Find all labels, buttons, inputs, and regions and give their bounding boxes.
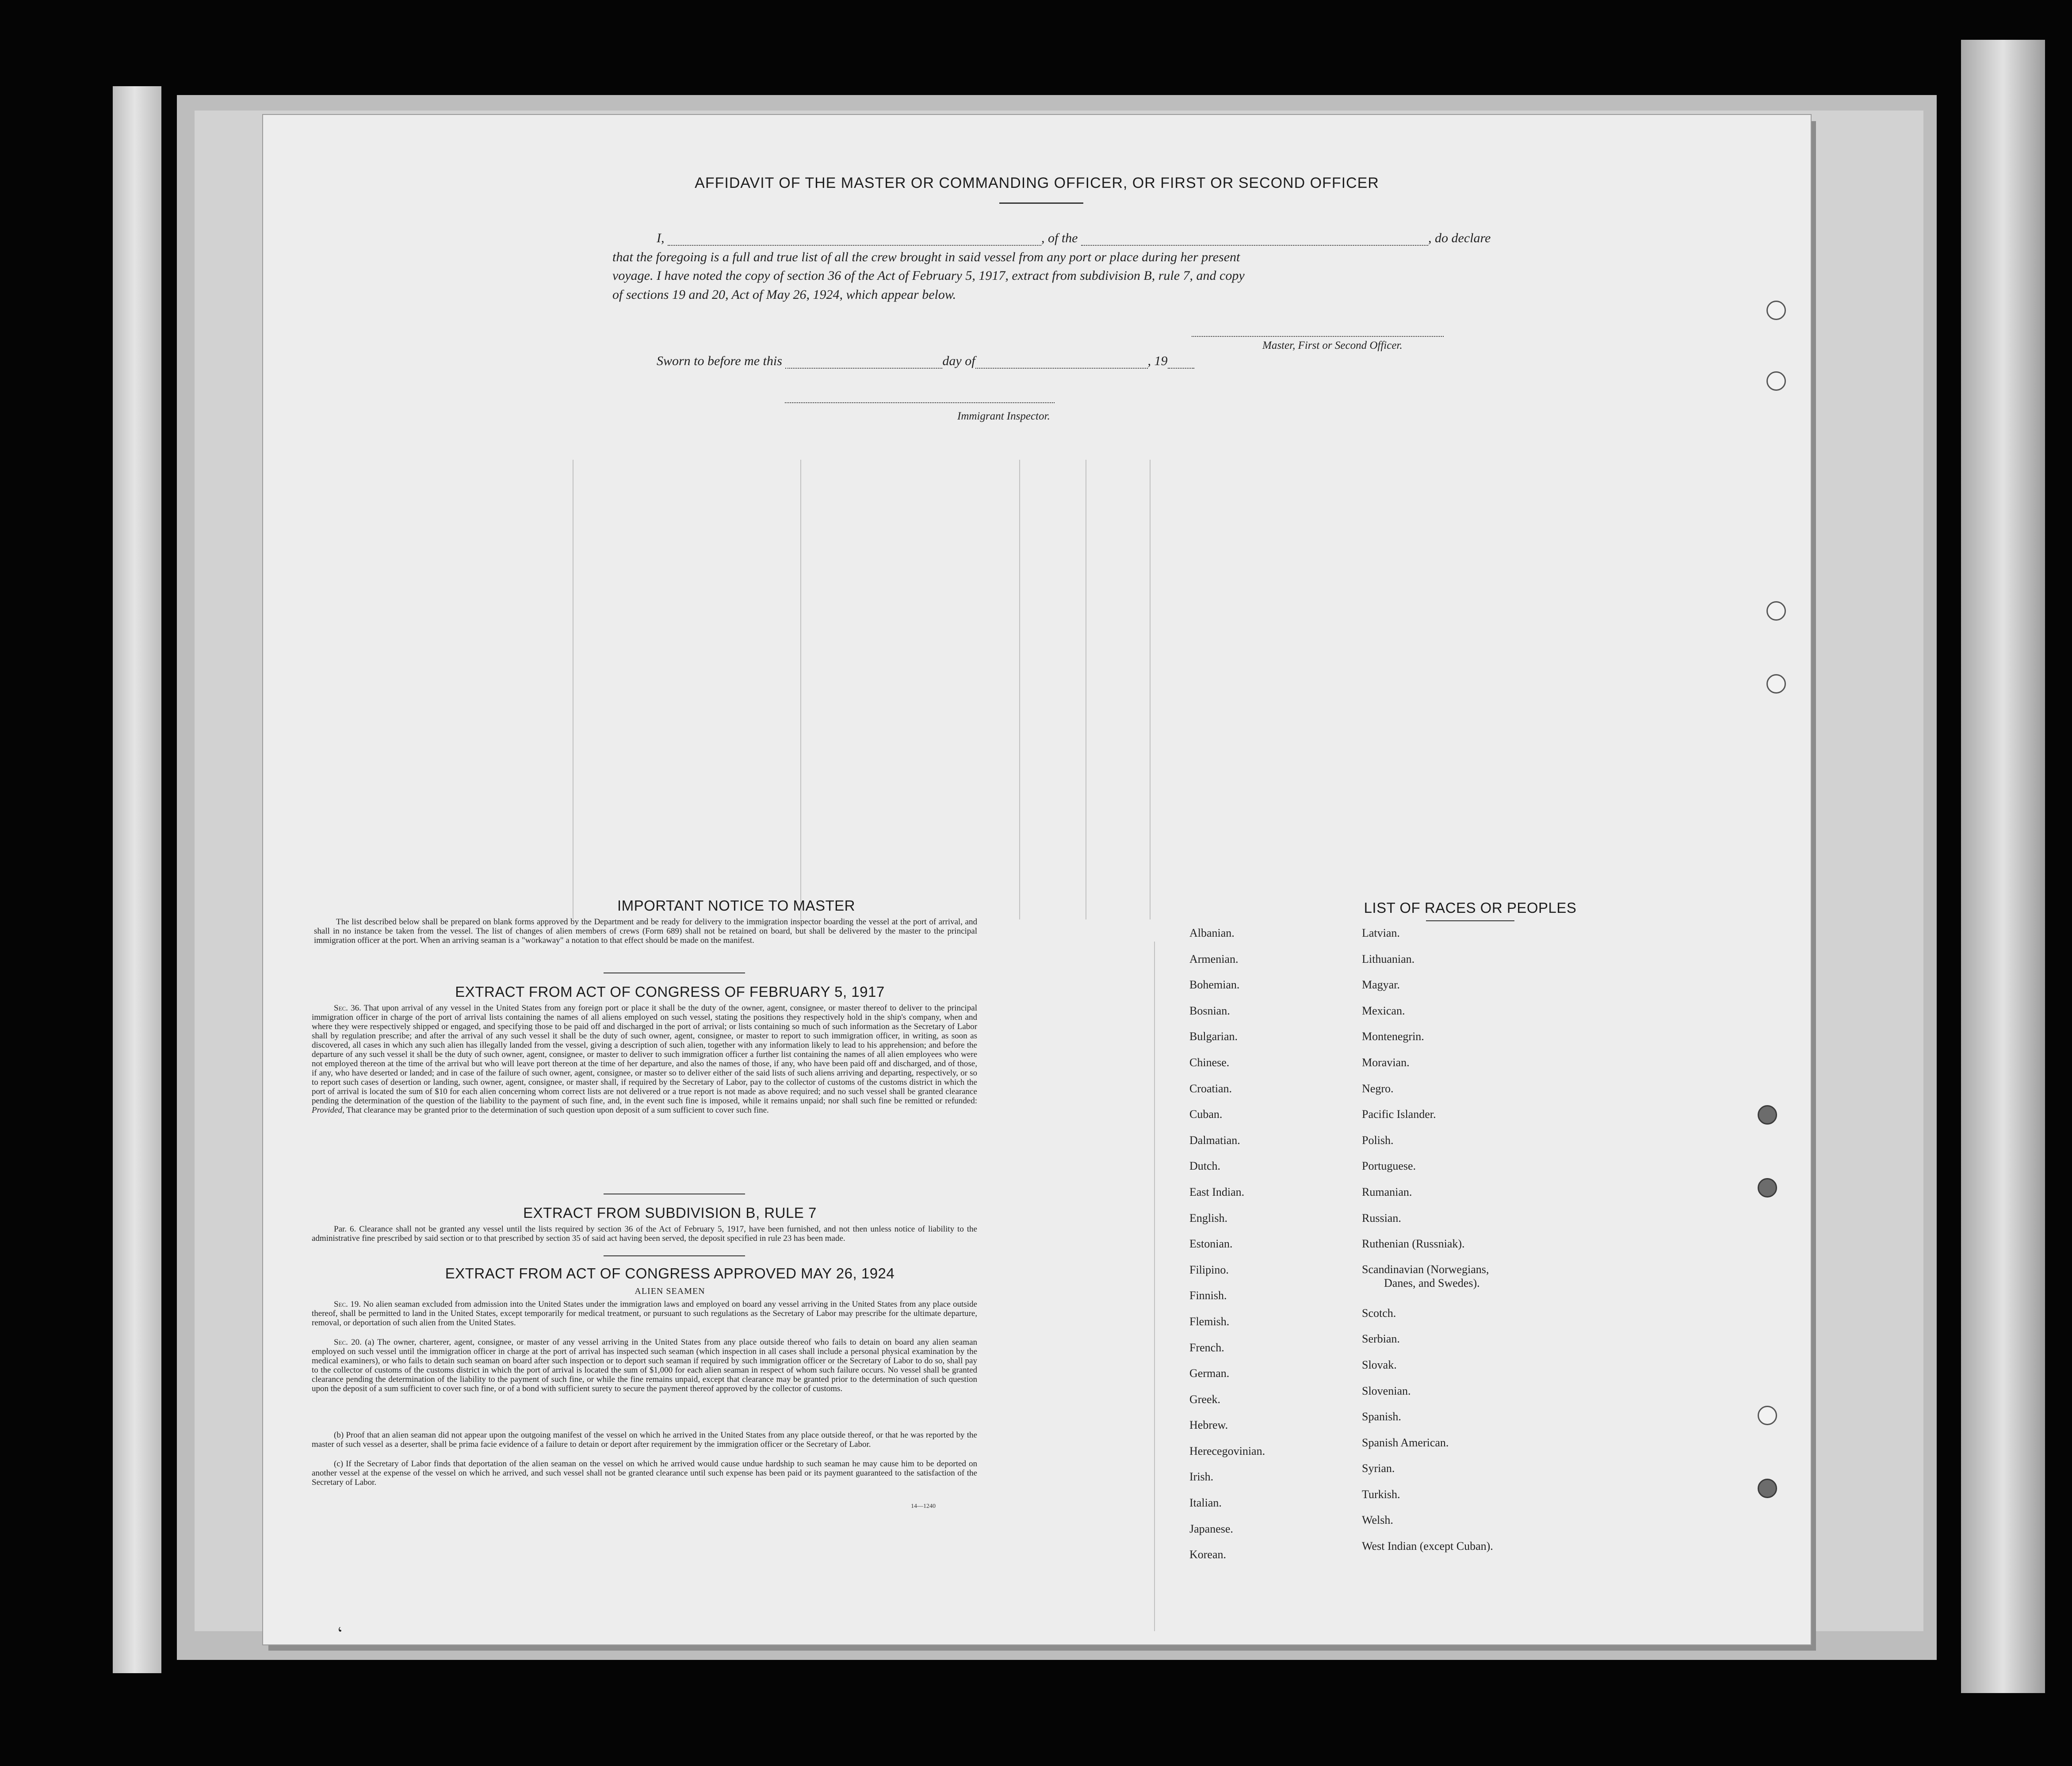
race-item: Italian.	[1189, 1496, 1222, 1510]
race-item: Dutch.	[1189, 1160, 1221, 1173]
race-item: French.	[1189, 1341, 1224, 1354]
sec-20-label: Sec. 20.	[334, 1338, 362, 1347]
race-item: Spanish.	[1362, 1410, 1401, 1423]
race-item: Mexican.	[1362, 1004, 1405, 1017]
film-edge-left	[113, 86, 161, 1673]
affidavit-title: AFFIDAVIT OF THE MASTER OR COMMANDING OFFICER, OR FIRST OR SECOND OFFICER	[695, 175, 1379, 191]
race-item: Filipino.	[1189, 1263, 1229, 1276]
sec-36-text: That upon arrival of any vessel in the United States from any foreign port or place it shall be the duty of the owner, agent, consignee, or master thereof to deliver to the principal immigration officer in charge of the port of arrival lists containing the names of all aliens employed on such vessel, stating the positions they respectively hold in the ship's company, when and where they were respectively shipped or engaged, and specifying those to be paid off and discharged in the port of arrival; or lists containing so much of such information as the Secretary of Labor shall by regulation prescribe; and after the arrival of any such vessel it shall be the duty of such owner, agent, consignee, or master to report to such immigration officer, in writing, as soon as discovered, all cases in which any such alien has illegally landed from the vessel, giving a description of such alien, together with any information likely to lead to his apprehension; and before the departure of any such vessel it shall be the duty of such owner, agent, consignee, or master to deliver to such immigration officer a further list containing the names of all alien employees who were not employed thereon at the time of the arrival but who will leave port thereon at the time of her departure, and also the names of those, if any, who have been paid off and discharged, and of those, if any, who have deserted or landed; and in case of the failure of such owner, agent, consignee, or master so to deliver either of the said lists of such aliens arriving and departing, respectively, or so to report such cases of desertion or landing, such owner, agent, consignee, or master shall, if required by the Secretary of Labor, pay to the collector of customs of the customs district in which the port of arrival is located the sum of $10 for each alien concerning whom correct lists are not delivered or a true report is not made as above required; and no such vessel shall be granted clearance pending the determination of the question of the liability to the payment of such fine, and, in the event such fine is imposed, while it remains unpaid; nor shall such fine be remitted or refunded:	[312, 1003, 977, 1106]
punch-hole	[1766, 674, 1786, 694]
show-through-line	[1150, 460, 1151, 919]
extract-rule7-body: Par. 6. Clearance shall not be granted any vessel until the lists required by section 36 of the Act of February 5, 1917, have been furnished, and not then unless notice of liability to the administrative fine prescribed by said section or to that prescribed by section 35 of said act having been served, the deposit specified in rule 23 has been made.	[312, 1224, 977, 1243]
inspector-signature-line[interactable]	[785, 402, 1055, 403]
punch-hole	[1766, 601, 1786, 621]
punch-hole	[1766, 371, 1786, 391]
notice-title: IMPORTANT NOTICE TO MASTER	[617, 897, 855, 914]
race-item: Croatian.	[1189, 1082, 1232, 1095]
race-item: Slovak.	[1362, 1358, 1397, 1371]
race-item: Syrian.	[1362, 1462, 1395, 1475]
punch-hole	[1766, 301, 1786, 320]
race-item: Flemish.	[1189, 1315, 1230, 1328]
sworn-day-of: day of	[942, 354, 975, 368]
race-item: Scotch.	[1362, 1306, 1396, 1320]
race-item	[1362, 1257, 1493, 1301]
affidavit-line-3: voyage. I have noted the copy of section 36 of the Act of February 5, 1917, extract from subdivision B, rule 7, and copy	[612, 268, 1245, 283]
race-item: Bulgarian.	[1189, 1030, 1238, 1043]
master-signature-line[interactable]	[1192, 336, 1444, 337]
race-item: West Indian (except Cuban).	[1362, 1540, 1493, 1553]
punch-hole	[1758, 1178, 1777, 1198]
affidavit-i: I,	[657, 231, 665, 245]
race-item: Albanian.	[1189, 927, 1235, 939]
race-item: Bosnian.	[1189, 1004, 1230, 1017]
affidavit-rule	[999, 202, 1083, 204]
sec-36-label: Sec. 36.	[334, 1003, 361, 1013]
affidavit-of-the: , of the	[1041, 231, 1078, 245]
affidavit-line-2: that the foregoing is a full and true list of all the crew brought in said vessel from any port or place during her present	[612, 250, 1240, 264]
race-item: Lithuanian.	[1362, 952, 1415, 965]
form-number: 14—1240	[911, 1503, 936, 1510]
sec-20c: (c) If the Secretary of Labor finds that deportation of the alien seaman on the vessel on which he arrived would cause undue hardship to such seaman he may cause him to be deported on another vessel at the expense of the vessel on which he arrived, and such vessel shall not be granted clearance until such expense has been paid or its payment guaranteed to the satisfaction of the Secretary of Labor.	[312, 1459, 977, 1487]
sec-36-text-end: That clearance may be granted prior to the determination of such question upon deposit of a sum sufficient to cover such fine.	[344, 1106, 769, 1115]
race-item-scandinavian: Scandinavian (Norwegians,	[1362, 1263, 1489, 1276]
race-item: German.	[1189, 1367, 1230, 1380]
sec-19	[312, 1300, 977, 1327]
race-item: Polish.	[1362, 1133, 1394, 1147]
race-item: Rumanian.	[1362, 1185, 1412, 1198]
name-blank[interactable]	[668, 233, 1041, 246]
race-item: Turkish.	[1362, 1488, 1400, 1501]
extract-1917-title: EXTRACT FROM ACT OF CONGRESS OF FEBRUARY 5, 1917	[455, 984, 885, 1000]
race-item: Greek.	[1189, 1392, 1221, 1406]
sworn-line	[657, 354, 1194, 369]
race-item: East Indian.	[1189, 1185, 1245, 1198]
race-item: Chinese.	[1189, 1056, 1230, 1069]
sec-20a-text: (a) The owner, charterer, agent, consignee, or master of any vessel arriving in the United States from any place outside thereof who fails to detain on board any alien seaman employed on such vessel until the immigration officer in charge at the port of arrival has inspected such seaman (which inspection in all cases shall include a personal physical examination by the medical examiners), or who fails to detain such seaman on board after such inspection or to deport such seaman if required by such immigration officer or the Secretary of Labor to do so, shall pay to the collector of customs of the customs district in which the port of arrival is located the sum of $1,000 for each alien seaman in respect of whom such failure occurs. No vessel shall be granted clearance pending the determination of the liability to the payment of such fine, or while the fine remains unpaid, except that clearance may be granted prior to the determination of such question upon the deposit of a sum sufficient to cover such fine, or of a bond with sufficient surety to secure the payment thereof approved by the collector of customs.	[312, 1338, 977, 1393]
affidavit-line-4: of sections 19 and 20, Act of May 26, 1924, which appear below.	[612, 287, 956, 302]
sworn-day-blank[interactable]	[785, 355, 942, 369]
extract-rule7-title: EXTRACT FROM SUBDIVISION B, RULE 7	[523, 1205, 817, 1221]
punch-hole	[1758, 1479, 1777, 1498]
race-item-scandinavian-cont: Danes, and Swedes).	[1384, 1276, 1480, 1289]
race-item: Serbian.	[1362, 1332, 1400, 1346]
race-item: Finnish.	[1189, 1289, 1227, 1302]
races-column-2	[1362, 920, 1493, 1560]
affidavit-declare: , do declare	[1428, 231, 1491, 245]
extract-rule7-rule	[604, 1255, 745, 1256]
race-item: Bohemian.	[1189, 978, 1240, 992]
race-item: Latvian.	[1362, 927, 1400, 939]
sec-19-text: No alien seaman excluded from admission into the United States under the immigration laws and employed on board any vessel arriving in the United States from any place outside thereof, shall be permitted to land in the United States, except temporarily for medical treatment, or pursuant to such regulations as the Secretary of Labor may prescribe for the ultimate departure, removal, or deportation of such alien from the United States.	[312, 1300, 977, 1327]
race-item: Estonian.	[1189, 1237, 1233, 1251]
race-item: Moravian.	[1362, 1056, 1410, 1069]
document-page	[263, 115, 1811, 1644]
race-item: Ruthenian (Russniak).	[1362, 1237, 1465, 1251]
race-item: Herecegovinian.	[1189, 1444, 1265, 1457]
race-item: Welsh.	[1362, 1514, 1393, 1527]
race-item: Pacific Islander.	[1362, 1108, 1436, 1121]
race-item: Montenegrin.	[1362, 1030, 1424, 1043]
race-item: Korean.	[1189, 1548, 1227, 1561]
race-item: Irish.	[1189, 1470, 1214, 1484]
race-item: Portuguese.	[1362, 1160, 1416, 1173]
race-item: Russian.	[1362, 1211, 1401, 1224]
punch-hole	[1758, 1406, 1777, 1425]
affidavit-line-1	[657, 231, 1491, 246]
sworn-text: Sworn to before me this	[657, 354, 782, 368]
sec-19-label: Sec. 19.	[334, 1300, 361, 1309]
master-signature-label: Master, First or Second Officer.	[1262, 339, 1403, 351]
extract-1924-title: EXTRACT FROM ACT OF CONGRESS APPROVED MAY 26, 1924	[445, 1265, 895, 1282]
provided-word: Provided,	[312, 1106, 344, 1115]
race-item: Magyar.	[1362, 978, 1400, 992]
race-item: English.	[1189, 1211, 1227, 1224]
race-item: Dalmatian.	[1189, 1133, 1240, 1147]
show-through-line	[1019, 460, 1020, 919]
race-item: Spanish American.	[1362, 1436, 1449, 1449]
races-column-1	[1189, 920, 1265, 1568]
sec-20a	[312, 1338, 977, 1393]
show-through-line	[1154, 942, 1155, 1631]
show-through-line	[800, 460, 801, 919]
race-item: Cuban.	[1189, 1108, 1223, 1121]
race-item: Slovenian.	[1362, 1384, 1411, 1397]
race-item: Armenian.	[1189, 952, 1239, 965]
race-item: Negro.	[1362, 1082, 1394, 1095]
alien-seamen-subtitle: ALIEN SEAMEN	[635, 1286, 705, 1296]
vessel-blank[interactable]	[1081, 233, 1428, 246]
race-item: Hebrew.	[1189, 1419, 1228, 1432]
film-edge-right	[1961, 40, 2045, 1693]
punch-hole	[1758, 1105, 1777, 1125]
sworn-year-blank[interactable]	[1168, 355, 1194, 369]
sworn-month-blank[interactable]	[975, 355, 1148, 369]
sec-20b: (b) Proof that an alien seaman did not appear upon the outgoing manifest of the vessel on which he arrived in the United States from any place outside thereof, or that he was reported by the master of such vessel as a deserter, shall be prima facie evidence of a failure to detain or deport after requirement by the immigration officer or the Secretary of Labor.	[312, 1430, 977, 1449]
inspector-signature-label: Immigrant Inspector.	[957, 410, 1050, 422]
pencil-mark: ‘	[334, 1622, 348, 1643]
race-item: Japanese.	[1189, 1522, 1233, 1535]
extract-1917-body	[312, 1003, 977, 1115]
races-title: LIST OF RACES OR PEOPLES	[1364, 900, 1577, 916]
sworn-year: , 19	[1147, 354, 1168, 368]
notice-body: The list described below shall be prepared on blank forms approved by the Department and be ready for delivery to the immigration inspector boarding the vessel at the port of arrival, and shall in no instance be taken from the vessel. The list of changes of alien members of crews (Form 689) shall not be retained on board, but shall be delivered by the master to the principal immigration officer at the port. When an arriving seaman is a "workaway" a notation to that effect should be made on the manifest.	[314, 917, 977, 945]
